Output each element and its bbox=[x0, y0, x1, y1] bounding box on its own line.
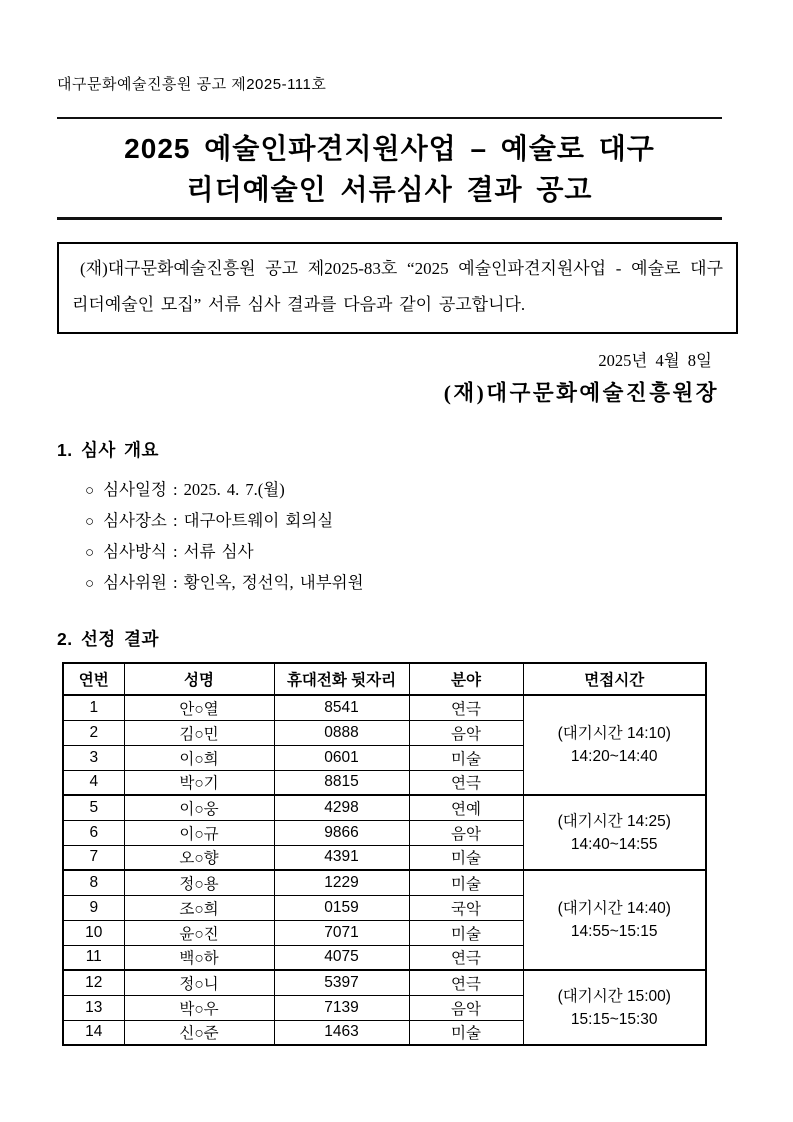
table-row bbox=[63, 795, 706, 820]
cell-field: 미술 bbox=[409, 745, 523, 770]
cell-interview-group4 bbox=[523, 970, 706, 1045]
notice-number: 대구문화예술진흥원 공고 제2025-111호 bbox=[57, 76, 327, 93]
circle-bullet: ○ bbox=[85, 576, 95, 592]
interview-time: 14:55~15:15 bbox=[570, 923, 658, 940]
header-interview-time: 면접시간 bbox=[523, 663, 706, 695]
list-item-text: 심사방식 : 서류 심사 bbox=[103, 542, 254, 561]
cell-no: 13 bbox=[63, 995, 124, 1020]
cell-field: 국악 bbox=[409, 895, 523, 920]
cell-name: 조○희 bbox=[124, 895, 274, 920]
table-header-row bbox=[63, 663, 706, 695]
cell-phone: 0601 bbox=[274, 745, 409, 770]
cell-interview-group3 bbox=[523, 870, 706, 970]
table-row bbox=[63, 870, 706, 895]
cell-no: 12 bbox=[63, 970, 124, 995]
cell-field: 연극 bbox=[409, 695, 523, 720]
cell-name: 윤○진 bbox=[124, 920, 274, 945]
list-item-text: 심사장소 : 대구아트웨이 회의실 bbox=[103, 511, 334, 530]
cell-phone: 8541 bbox=[274, 695, 409, 720]
cell-phone: 0159 bbox=[274, 895, 409, 920]
cell-no: 1 bbox=[63, 695, 124, 720]
wait-time: (대기시간 14:40) bbox=[557, 900, 671, 917]
cell-no: 4 bbox=[63, 770, 124, 795]
cell-phone: 9866 bbox=[274, 820, 409, 845]
review-overview-list bbox=[57, 475, 738, 599]
cell-no: 10 bbox=[63, 920, 124, 945]
cell-name: 신○준 bbox=[124, 1020, 274, 1045]
header-name: 성명 bbox=[124, 663, 274, 695]
list-item-text: 심사위원 : 황인옥, 정선익, 내부위원 bbox=[103, 573, 364, 592]
cell-interview-group2 bbox=[523, 795, 706, 870]
cell-field: 연극 bbox=[409, 945, 523, 970]
title-line-2: 리더예술인 서류심사 결과 공고 bbox=[186, 174, 593, 205]
cell-phone: 7139 bbox=[274, 995, 409, 1020]
cell-field: 연극 bbox=[409, 770, 523, 795]
cell-name: 김○민 bbox=[124, 720, 274, 745]
cell-no: 3 bbox=[63, 745, 124, 770]
interview-time: 14:20~14:40 bbox=[570, 748, 658, 765]
header-no: 연번 bbox=[63, 663, 124, 695]
cell-field: 연예 bbox=[409, 795, 523, 820]
document-title bbox=[57, 128, 722, 210]
cell-field: 음악 bbox=[409, 820, 523, 845]
list-item-judges bbox=[85, 568, 738, 599]
table-row bbox=[63, 695, 706, 720]
cell-name: 정○니 bbox=[124, 970, 274, 995]
cell-name: 오○향 bbox=[124, 845, 274, 870]
cell-name: 박○기 bbox=[124, 770, 274, 795]
cell-no: 6 bbox=[63, 820, 124, 845]
cell-name: 이○웅 bbox=[124, 795, 274, 820]
cell-phone: 4298 bbox=[274, 795, 409, 820]
cell-phone: 1229 bbox=[274, 870, 409, 895]
announcement-text: (재)대구문화예술진흥원 공고 제2025-83호 “2025 예술인파견지원사업 - 예술로 대구 리더예술인 모집” 서류 심사 결과를 다음과 같이 공고합니다. bbox=[72, 259, 723, 314]
list-item-text: 심사일정 : 2025. 4. 7.(월) bbox=[103, 480, 285, 499]
interview-time: 14:40~14:55 bbox=[570, 835, 658, 853]
table-row bbox=[63, 970, 706, 995]
header-phone: 휴대전화 뒷자리 bbox=[274, 663, 409, 695]
cell-no: 5 bbox=[63, 795, 124, 820]
cell-no: 14 bbox=[63, 1020, 124, 1045]
cell-field: 음악 bbox=[409, 720, 523, 745]
cell-field: 미술 bbox=[409, 920, 523, 945]
cell-phone: 4391 bbox=[274, 845, 409, 870]
wait-time: (대기시간 14:25) bbox=[557, 812, 671, 830]
list-item-method bbox=[85, 537, 738, 568]
list-item-schedule bbox=[85, 475, 738, 506]
cell-phone: 4075 bbox=[274, 945, 409, 970]
cell-no: 7 bbox=[63, 845, 124, 870]
cell-field: 미술 bbox=[409, 1020, 523, 1045]
section2-heading: 2. 선정 결과 bbox=[57, 629, 159, 649]
announcement-box bbox=[57, 242, 738, 334]
cell-no: 9 bbox=[63, 895, 124, 920]
cell-field: 미술 bbox=[409, 845, 523, 870]
header-field: 분야 bbox=[409, 663, 523, 695]
cell-no: 8 bbox=[63, 870, 124, 895]
cell-name: 이○희 bbox=[124, 745, 274, 770]
cell-no: 2 bbox=[63, 720, 124, 745]
circle-bullet: ○ bbox=[85, 483, 95, 499]
cell-phone: 7071 bbox=[274, 920, 409, 945]
issuer-signature: (재)대구문화예술진흥원장 bbox=[443, 381, 719, 405]
cell-phone: 8815 bbox=[274, 770, 409, 795]
section1-heading: 1. 심사 개요 bbox=[57, 440, 159, 460]
cell-no: 11 bbox=[63, 945, 124, 970]
cell-phone: 1463 bbox=[274, 1020, 409, 1045]
interview-time: 15:15~15:30 bbox=[570, 1010, 658, 1028]
circle-bullet: ○ bbox=[85, 514, 95, 530]
cell-name: 정○용 bbox=[124, 870, 274, 895]
cell-name: 이○규 bbox=[124, 820, 274, 845]
cell-field: 연극 bbox=[409, 970, 523, 995]
wait-time: (대기시간 14:10) bbox=[557, 725, 671, 742]
cell-interview-group1 bbox=[523, 695, 706, 795]
cell-field: 음악 bbox=[409, 995, 523, 1020]
cell-name: 박○우 bbox=[124, 995, 274, 1020]
circle-bullet: ○ bbox=[85, 545, 95, 561]
cell-phone: 5397 bbox=[274, 970, 409, 995]
selection-result-table bbox=[62, 662, 707, 1046]
cell-name: 안○열 bbox=[124, 695, 274, 720]
cell-field: 미술 bbox=[409, 870, 523, 895]
announcement-date: 2025년 4월 8일 bbox=[598, 351, 712, 370]
list-item-place bbox=[85, 506, 738, 537]
title-bottom-rule bbox=[57, 217, 722, 220]
cell-phone: 0888 bbox=[274, 720, 409, 745]
title-line-1: 2025 예술인파견지원사업 – 예술로 대구 bbox=[124, 133, 655, 164]
title-top-rule bbox=[57, 117, 722, 119]
wait-time: (대기시간 15:00) bbox=[557, 987, 671, 1005]
cell-name: 백○하 bbox=[124, 945, 274, 970]
